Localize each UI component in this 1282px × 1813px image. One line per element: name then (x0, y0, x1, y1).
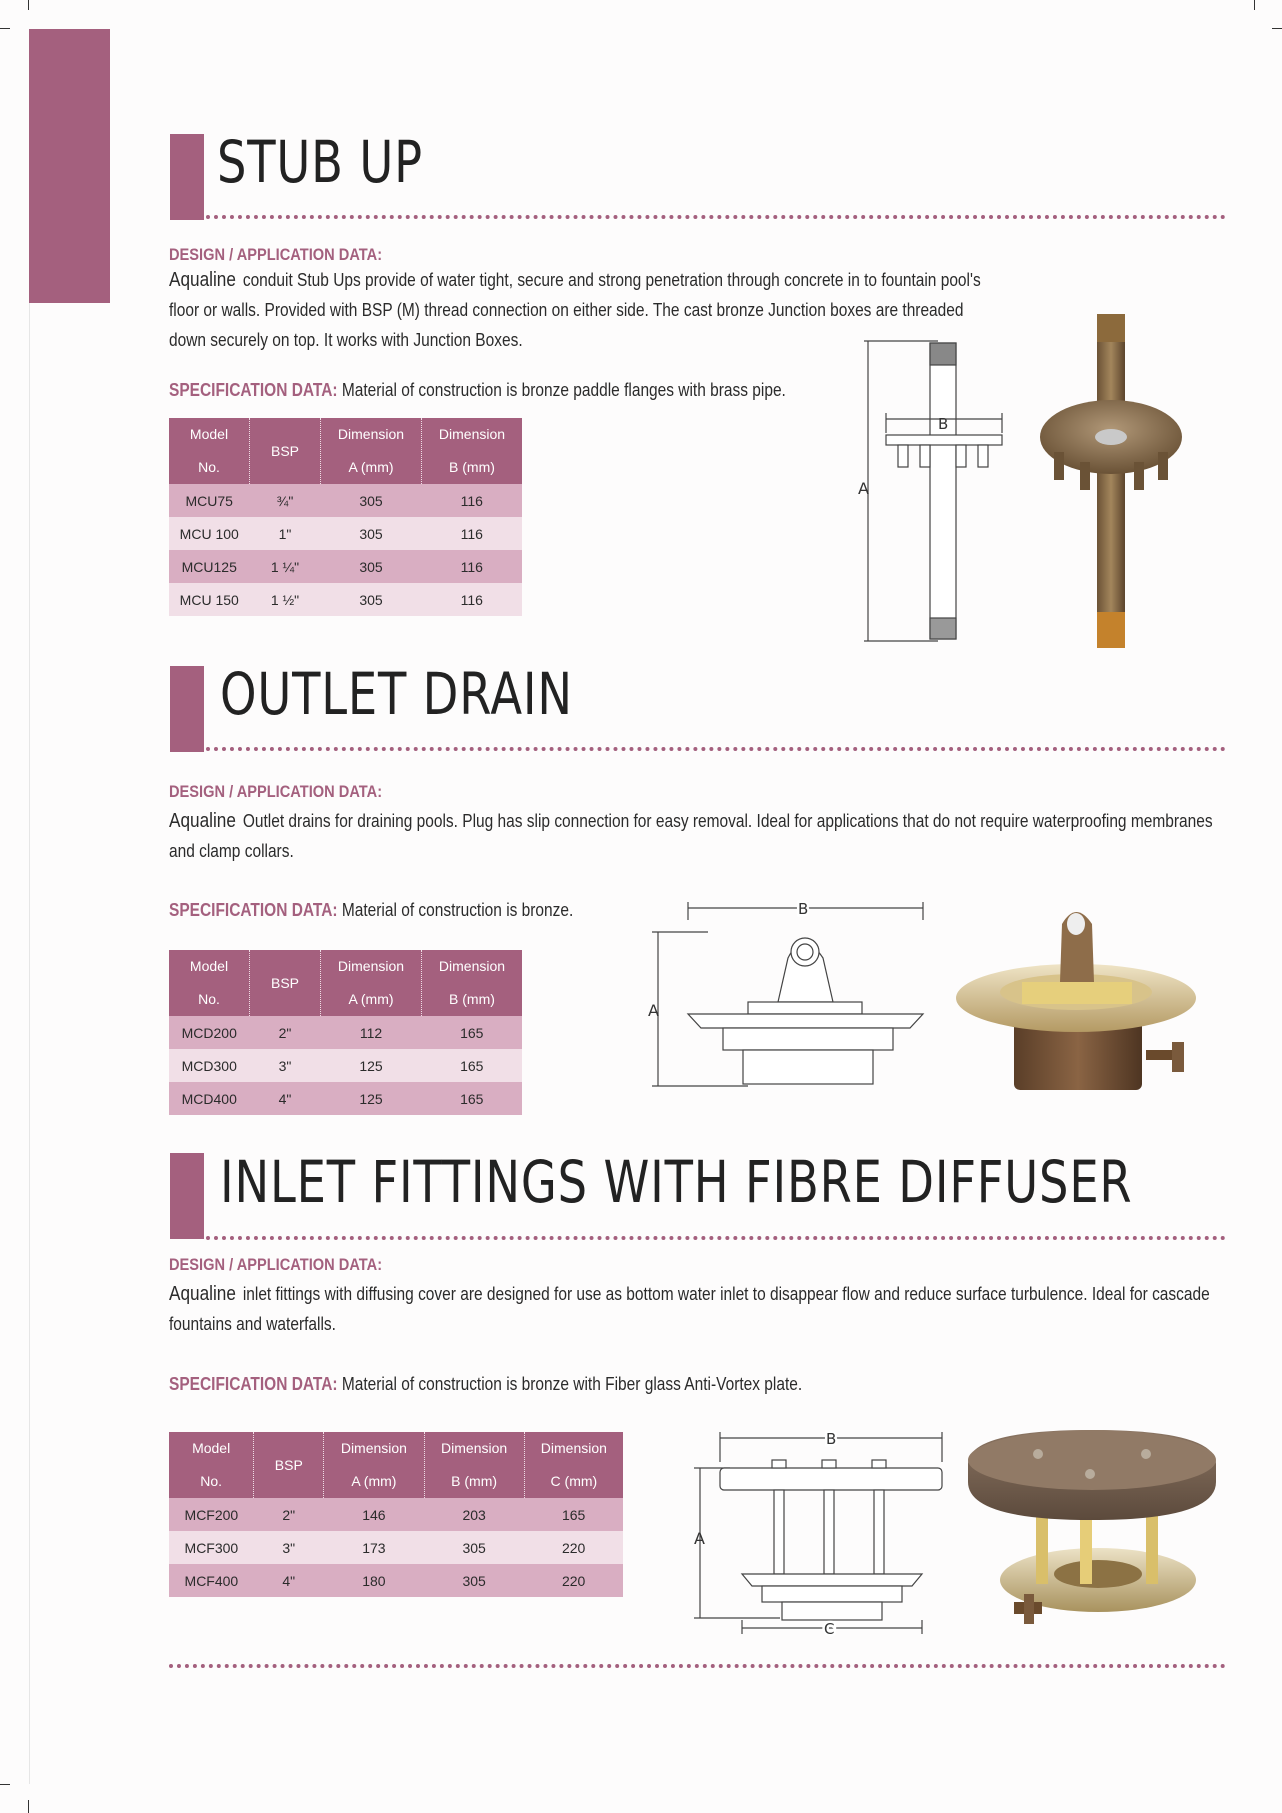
table-row: MCD200 2" 112 165 (169, 1016, 522, 1049)
section-marker (170, 1153, 204, 1239)
crop-mark (0, 1784, 10, 1785)
brand-name: Aqualine (169, 810, 236, 832)
design-description: Outlet drains for draining pools. Plug has slip connection for easy removal. Ideal for applications that do not require waterproofing membranes and clamp collars. (169, 811, 1213, 861)
dotted-divider (206, 1236, 1226, 1240)
outlet-drain-product-image (952, 902, 1196, 1094)
spec-line (169, 380, 786, 401)
crop-mark (1272, 28, 1282, 29)
section-title: INLET FITTINGS WITH FIBRE DIFFUSER (220, 1148, 1133, 1216)
outlet-drain-drawing (648, 898, 928, 1090)
spec-line (169, 1374, 802, 1395)
table-row: MCD400 4" 125 165 (169, 1082, 522, 1115)
inlet-fittings-drawing (690, 1428, 950, 1638)
stub-up-product-image (1036, 312, 1186, 650)
crop-mark (28, 0, 29, 10)
outlet-drain-spec-table (169, 950, 522, 1115)
header-dim-b: Dimension B (mm) (424, 1432, 524, 1498)
design-heading: DESIGN / APPLICATION DATA: (169, 782, 383, 801)
footer-dotted-divider (169, 1664, 1226, 1668)
sidebar-tab (29, 29, 110, 303)
header-model: Model No. (169, 1432, 254, 1498)
design-description: conduit Stub Ups provide of water tight, secure and strong penetration through concrete in to fountain pool's floor or walls. Provided with BSP (M) thread connection on either side. The cast bronze Junction boxes are threaded down securely on top. It works with Junction Boxes. (169, 270, 981, 350)
spec-key: SPECIFICATION DATA: (169, 900, 338, 920)
brand-name: Aqualine (169, 1283, 236, 1305)
inlet-fittings-product-image (960, 1424, 1224, 1630)
crop-mark (28, 1800, 29, 1813)
spec-key: SPECIFICATION DATA: (169, 380, 338, 400)
section-marker (170, 134, 204, 220)
crop-mark (1254, 0, 1255, 10)
dim-label-b: B (938, 415, 949, 433)
table-row: MCF400 4" 180 305 220 (169, 1564, 623, 1597)
inlet-fittings-spec-table (169, 1432, 623, 1597)
table-row: MCU 100 1" 305 116 (169, 517, 522, 550)
header-dim-c: Dimension C (mm) (524, 1432, 623, 1498)
header-bsp: BSP (250, 950, 321, 1016)
stub-up-spec-table (169, 418, 522, 616)
design-text (169, 806, 1235, 866)
header-bsp: BSP (254, 1432, 324, 1498)
design-text (169, 1279, 1235, 1339)
spec-text: Material of construction is bronze. (337, 900, 574, 920)
table-row: MCF200 2" 146 203 165 (169, 1498, 623, 1531)
dotted-divider (206, 215, 1226, 219)
dim-label-a: A (648, 1001, 659, 1020)
header-dim-b: Dimension B (mm) (422, 418, 523, 484)
header-bsp: BSP (250, 418, 321, 484)
header-dim-b: Dimension B (mm) (422, 950, 523, 1016)
spec-text: Material of construction is bronze paddle flanges with brass pipe. (337, 380, 786, 400)
brand-name: Aqualine (169, 269, 236, 291)
crop-mark (0, 28, 10, 29)
dim-label-a: A (694, 1529, 705, 1548)
dim-label-b: B (798, 900, 809, 918)
dim-label-b: B (826, 1430, 837, 1448)
dim-label-a: A (858, 479, 869, 498)
header-dim-a: Dimension A (mm) (321, 950, 422, 1016)
design-description: inlet fittings with diffusing cover are designed for use as bottom water inlet to disappear flow and reduce surface turbulence. Ideal for cascade fountains and waterfalls. (169, 1284, 1210, 1334)
spec-line (169, 900, 573, 921)
section-marker (170, 666, 204, 752)
design-heading: DESIGN / APPLICATION DATA: (169, 1255, 383, 1274)
spec-text: Material of construction is bronze with Fiber glass Anti-Vortex plate. (337, 1374, 803, 1394)
dim-label-c: C (824, 1620, 835, 1638)
table-row: MCD300 3" 125 165 (169, 1049, 522, 1082)
header-model: Model No. (169, 418, 250, 484)
section-title: STUB UP (217, 128, 423, 196)
spec-key: SPECIFICATION DATA: (169, 1374, 338, 1394)
table-row: MCU 150 1 ½" 305 116 (169, 583, 522, 616)
section-title: OUTLET DRAIN (220, 660, 573, 728)
table-row: MCF300 3" 173 305 220 (169, 1531, 623, 1564)
design-heading: DESIGN / APPLICATION DATA: (169, 245, 383, 264)
table-row: MCU125 1 ¼" 305 116 (169, 550, 522, 583)
table-row: MCU75 ¾" 305 116 (169, 484, 522, 517)
header-model: Model No. (169, 950, 250, 1016)
header-dim-a: Dimension A (mm) (321, 418, 422, 484)
dotted-divider (206, 747, 1226, 751)
header-dim-a: Dimension A (mm) (324, 1432, 424, 1498)
stub-up-drawing (858, 335, 1008, 645)
